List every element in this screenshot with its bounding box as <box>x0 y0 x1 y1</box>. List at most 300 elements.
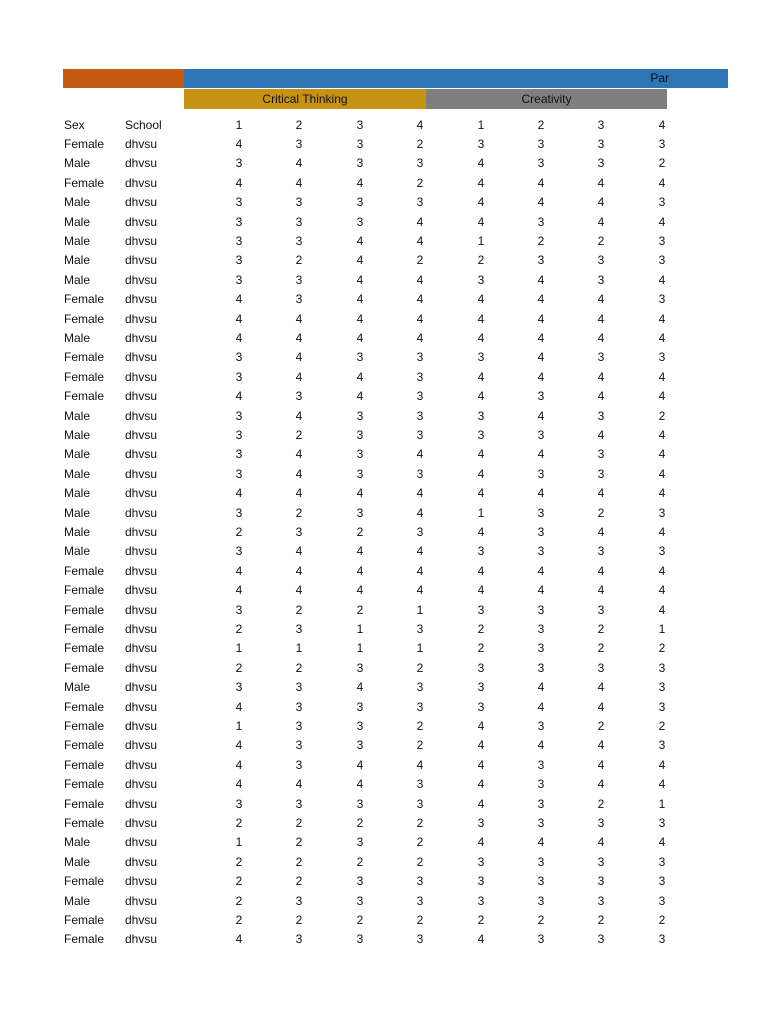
school-cell: dhvsu <box>125 350 158 365</box>
critical-thinking-score-cell: 3 <box>235 447 243 462</box>
critical-thinking-score-cell: 4 <box>356 234 364 248</box>
creativity-score-cell: 3 <box>537 874 545 889</box>
critical-thinking-score-cell: 3 <box>295 932 303 947</box>
critical-thinking-score-cell: 4 <box>416 331 424 345</box>
critical-thinking-score-cell: 3 <box>416 699 424 714</box>
school-cell: dhvsu <box>125 544 158 559</box>
creativity-score-cell: 3 <box>658 137 666 151</box>
sex-cell: Female <box>64 699 105 714</box>
critical-thinking-score-cell: 4 <box>416 447 424 462</box>
table-row <box>0 581 768 600</box>
critical-thinking-score-cell: 4 <box>356 777 364 792</box>
creativity-score-cell: 3 <box>477 350 485 365</box>
critical-thinking-score-cell: 3 <box>295 622 303 636</box>
critical-thinking-score-cell: 1 <box>235 835 243 850</box>
school-cell: dhvsu <box>125 214 158 229</box>
creativity-score-cell: 4 <box>537 175 545 190</box>
critical-thinking-score-cell: 2 <box>295 874 303 889</box>
critical-thinking-score-cell: 3 <box>416 350 424 365</box>
critical-thinking-score-cell: 3 <box>295 699 303 714</box>
critical-thinking-score-cell: 4 <box>235 311 243 326</box>
critical-thinking-score-cell: 3 <box>356 835 364 850</box>
critical-thinking-score-cell: 2 <box>235 913 243 927</box>
creativity-group-header: Creativity <box>426 89 667 109</box>
critical-thinking-score-cell: 2 <box>416 816 424 830</box>
critical-thinking-score-cell: 3 <box>295 389 303 404</box>
table-row <box>0 348 768 367</box>
critical-thinking-score-cell: 3 <box>295 292 303 307</box>
school-cell: dhvsu <box>125 408 158 423</box>
critical-thinking-score-cell: 2 <box>295 854 303 869</box>
creativity-score-cell: 3 <box>658 680 666 695</box>
school-cell: dhvsu <box>125 311 158 326</box>
critical-thinking-score-cell: 3 <box>356 350 364 365</box>
table-row <box>0 523 768 542</box>
critical-thinking-score-cell: 3 <box>295 272 303 287</box>
critical-thinking-score-cell: 1 <box>356 622 364 636</box>
school-cell: dhvsu <box>125 195 158 210</box>
creativity-score-cell: 3 <box>537 893 545 908</box>
creativity-score-cell: 4 <box>658 389 666 404</box>
creativity-score-cell: 3 <box>597 253 605 268</box>
critical-thinking-score-cell: 3 <box>235 408 243 423</box>
sex-cell: Male <box>64 156 91 171</box>
critical-thinking-score-cell: 2 <box>356 816 364 830</box>
table-row <box>0 329 768 348</box>
creativity-score-cell: 4 <box>658 447 666 462</box>
critical-thinking-score-cell: 2 <box>416 253 424 268</box>
creativity-score-cell: 4 <box>597 563 605 578</box>
creativity-score-cell: 3 <box>477 137 485 151</box>
critical-thinking-score-cell: 3 <box>416 156 424 171</box>
creativity-score-cell: 3 <box>537 389 545 404</box>
critical-thinking-score-cell: 4 <box>295 583 303 598</box>
critical-thinking-score-cell: 3 <box>356 447 364 462</box>
critical-thinking-score-cell: 3 <box>416 932 424 947</box>
sex-cell: Female <box>64 874 105 889</box>
school-cell: dhvsu <box>125 389 158 404</box>
creativity-score-cell: 3 <box>477 874 485 889</box>
critical-thinking-score-cell: 4 <box>235 563 243 578</box>
sex-cell: Male <box>64 505 91 520</box>
critical-thinking-score-cell: 4 <box>295 466 303 481</box>
school-cell: dhvsu <box>125 932 158 947</box>
critical-thinking-score-cell: 3 <box>416 874 424 889</box>
critical-thinking-score-cell: 3 <box>235 272 243 287</box>
sex-cell: Male <box>64 486 91 501</box>
creativity-score-cell: 4 <box>658 777 666 792</box>
creativity-score-cell: 3 <box>537 757 545 772</box>
sex-cell: Male <box>64 253 91 268</box>
creativity-score-cell: 2 <box>537 234 545 248</box>
orange-header-band <box>63 69 184 88</box>
critical-thinking-score-cell: 3 <box>356 719 364 733</box>
critical-thinking-score-cell: 2 <box>295 428 303 442</box>
table-row <box>0 174 768 193</box>
creativity-score-cell: 4 <box>537 369 545 384</box>
table-row <box>0 717 768 736</box>
sex-cell: Male <box>64 408 91 423</box>
critical-thinking-score-cell: 3 <box>235 505 243 520</box>
school-cell: dhvsu <box>125 680 158 695</box>
school-cell: dhvsu <box>125 253 158 268</box>
creativity-score-cell: 3 <box>658 854 666 869</box>
creativity-score-cell: 3 <box>537 156 545 171</box>
sex-cell: Female <box>64 777 105 792</box>
school-cell: dhvsu <box>125 137 158 151</box>
creativity-score-cell: 3 <box>477 816 485 830</box>
creativity-score-cell: 4 <box>477 389 485 404</box>
critical-thinking-score-cell: 3 <box>235 253 243 268</box>
creativity-score-cell: 4 <box>477 486 485 501</box>
critical-thinking-score-cell: 4 <box>295 777 303 792</box>
critical-thinking-score-cell: 1 <box>416 641 424 656</box>
creativity-score-cell: 4 <box>537 195 545 210</box>
creativity-score-cell: 4 <box>537 680 545 695</box>
critical-thinking-score-cell: 2 <box>235 660 243 675</box>
creativity-score-cell: 2 <box>537 913 545 927</box>
table-row <box>0 504 768 523</box>
table-row <box>0 407 768 426</box>
critical-thinking-score-cell: 3 <box>356 428 364 442</box>
critical-thinking-score-cell: 4 <box>416 544 424 559</box>
creativity-score-cell: 3 <box>597 137 605 151</box>
creativity-score-cell: 3 <box>597 544 605 559</box>
critical-thinking-score-cell: 3 <box>295 195 303 210</box>
sex-cell: Female <box>64 292 105 307</box>
critical-thinking-score-cell: 4 <box>235 292 243 307</box>
creativity-score-cell: 3 <box>597 350 605 365</box>
critical-thinking-score-cell: 2 <box>416 738 424 753</box>
critical-thinking-group-header: Critical Thinking <box>184 89 426 109</box>
critical-thinking-score-cell: 4 <box>416 292 424 307</box>
sex-cell: Male <box>64 428 91 442</box>
creativity-score-cell: 4 <box>597 195 605 210</box>
critical-thinking-score-cell: 3 <box>356 738 364 753</box>
table-row <box>0 620 768 639</box>
critical-thinking-score-cell: 4 <box>235 331 243 345</box>
column-header-row <box>0 116 768 135</box>
critical-thinking-score-cell: 4 <box>235 757 243 772</box>
critical-thinking-score-cell: 2 <box>295 913 303 927</box>
creativity-score-cell: 4 <box>477 583 485 598</box>
critical-thinking-score-cell: 3 <box>356 893 364 908</box>
creativity-score-cell: 2 <box>477 253 485 268</box>
creativity-score-cell: 2 <box>477 913 485 927</box>
creativity-score-cell: 3 <box>658 234 666 248</box>
critical-thinking-score-cell: 4 <box>295 544 303 559</box>
table-row <box>0 659 768 678</box>
creativity-score-cell: 3 <box>658 505 666 520</box>
table-row <box>0 426 768 445</box>
critical-thinking-score-cell: 2 <box>416 854 424 869</box>
creativity-score-cell: 3 <box>597 272 605 287</box>
creativity-score-cell: 2 <box>658 641 666 656</box>
sex-cell: Male <box>64 331 91 345</box>
creativity-score-cell: 1 <box>477 234 485 248</box>
creativity-score-cell: 2 <box>597 719 605 733</box>
creativity-score-cell: 3 <box>537 622 545 636</box>
critical-thinking-score-cell: 2 <box>416 660 424 675</box>
table-row <box>0 290 768 309</box>
school-cell: dhvsu <box>125 622 158 636</box>
table-row <box>0 775 768 794</box>
creativity-score-cell: 4 <box>537 311 545 326</box>
critical-thinking-score-cell: 3 <box>295 525 303 539</box>
creativity-score-cell: 4 <box>477 757 485 772</box>
creativity-score-cell: 3 <box>477 854 485 869</box>
table-row <box>0 154 768 173</box>
creativity-score-cell: 4 <box>658 583 666 598</box>
critical-thinking-score-cell: 3 <box>235 234 243 248</box>
table-row <box>0 698 768 717</box>
creativity-score-cell: 4 <box>477 175 485 190</box>
critical-thinking-score-cell: 4 <box>356 331 364 345</box>
table-row <box>0 251 768 270</box>
critical-thinking-score-cell: 3 <box>295 738 303 753</box>
creativity-score-cell: 3 <box>597 602 605 617</box>
table-row <box>0 310 768 329</box>
critical-thinking-score-cell: 4 <box>356 757 364 772</box>
school-cell: dhvsu <box>125 234 158 248</box>
critical-thinking-score-cell: 2 <box>235 893 243 908</box>
sex-cell: Female <box>64 602 105 617</box>
critical-thinking-score-cell: 2 <box>416 175 424 190</box>
critical-thinking-score-cell: 4 <box>235 175 243 190</box>
creativity-score-cell: 3 <box>658 893 666 908</box>
critical-thinking-score-cell: 4 <box>235 583 243 598</box>
critical-thinking-score-cell: 3 <box>295 757 303 772</box>
table-row <box>0 911 768 930</box>
creativity-score-cell: 3 <box>658 544 666 559</box>
creativity-score-cell: 3 <box>658 932 666 947</box>
creativity-score-cell: 4 <box>477 525 485 539</box>
critical-thinking-score-cell: 4 <box>416 214 424 229</box>
creativity-score-cell: 2 <box>658 408 666 423</box>
creativity-score-cell: 4 <box>477 719 485 733</box>
school-cell: dhvsu <box>125 757 158 772</box>
critical-thinking-score-cell: 4 <box>356 544 364 559</box>
critical-thinking-score-cell: 2 <box>235 874 243 889</box>
critical-thinking-score-cell: 4 <box>416 234 424 248</box>
critical-thinking-score-cell: 4 <box>416 757 424 772</box>
critical-thinking-score-cell: 3 <box>416 525 424 539</box>
creativity-score-cell: 4 <box>597 331 605 345</box>
critical-thinking-score-cell: 4 <box>356 272 364 287</box>
critical-thinking-score-cell: 3 <box>356 214 364 229</box>
critical-thinking-score-cell: 3 <box>416 389 424 404</box>
critical-thinking-score-cell: 4 <box>235 699 243 714</box>
creativity-score-cell: 4 <box>597 486 605 501</box>
critical-thinking-score-cell: 3 <box>235 602 243 617</box>
sex-cell: Male <box>64 680 91 695</box>
school-cell: dhvsu <box>125 660 158 675</box>
sex-cell: Female <box>64 389 105 404</box>
table-row <box>0 639 768 658</box>
critical-thinking-score-cell: 4 <box>235 389 243 404</box>
table-row <box>0 736 768 755</box>
critical-thinking-score-cell: 3 <box>416 777 424 792</box>
critical-thinking-score-cell: 2 <box>295 835 303 850</box>
creativity-score-cell: 3 <box>658 350 666 365</box>
creativity-score-cell: 4 <box>477 156 485 171</box>
school-cell: dhvsu <box>125 816 158 830</box>
table-row <box>0 193 768 212</box>
school-cell: dhvsu <box>125 292 158 307</box>
creativity-score-cell: 4 <box>477 932 485 947</box>
column-header: 1 <box>235 118 243 132</box>
school-cell: dhvsu <box>125 272 158 287</box>
school-cell: dhvsu <box>125 447 158 462</box>
creativity-score-cell: 3 <box>658 195 666 210</box>
creativity-score-cell: 1 <box>658 622 666 636</box>
creativity-score-cell: 4 <box>658 835 666 850</box>
critical-thinking-score-cell: 3 <box>235 214 243 229</box>
critical-thinking-score-cell: 3 <box>295 234 303 248</box>
column-header: School <box>125 118 162 132</box>
sex-cell: Male <box>64 835 91 850</box>
creativity-score-cell: 4 <box>537 738 545 753</box>
critical-thinking-score-cell: 3 <box>416 466 424 481</box>
critical-thinking-score-cell: 4 <box>295 156 303 171</box>
sex-cell: Male <box>64 447 91 462</box>
table-row <box>0 892 768 911</box>
top-band-label: Par <box>650 71 669 85</box>
critical-thinking-score-cell: 3 <box>295 680 303 695</box>
critical-thinking-score-cell: 4 <box>235 137 243 151</box>
school-cell: dhvsu <box>125 156 158 171</box>
table-row <box>0 756 768 775</box>
critical-thinking-score-cell: 4 <box>416 583 424 598</box>
creativity-score-cell: 2 <box>597 913 605 927</box>
sex-cell: Male <box>64 214 91 229</box>
table-row <box>0 872 768 891</box>
creativity-score-cell: 4 <box>597 369 605 384</box>
creativity-score-cell: 4 <box>597 777 605 792</box>
critical-thinking-score-cell: 2 <box>416 913 424 927</box>
table-row <box>0 601 768 620</box>
critical-thinking-score-cell: 4 <box>295 486 303 501</box>
creativity-score-cell: 3 <box>537 602 545 617</box>
critical-thinking-score-cell: 3 <box>235 350 243 365</box>
critical-thinking-score-cell: 3 <box>356 699 364 714</box>
creativity-score-cell: 3 <box>537 816 545 830</box>
creativity-score-cell: 3 <box>658 738 666 753</box>
critical-thinking-score-cell: 4 <box>356 563 364 578</box>
critical-thinking-score-cell: 2 <box>235 816 243 830</box>
critical-thinking-score-cell: 3 <box>295 214 303 229</box>
critical-thinking-score-cell: 2 <box>416 719 424 733</box>
column-header: 1 <box>477 118 485 132</box>
critical-thinking-score-cell: 4 <box>356 311 364 326</box>
critical-thinking-score-cell: 2 <box>416 835 424 850</box>
creativity-score-cell: 4 <box>477 331 485 345</box>
school-cell: dhvsu <box>125 719 158 733</box>
critical-thinking-score-cell: 4 <box>295 408 303 423</box>
critical-thinking-score-cell: 4 <box>295 369 303 384</box>
sex-cell: Female <box>64 311 105 326</box>
critical-thinking-score-cell: 3 <box>235 156 243 171</box>
critical-thinking-score-cell: 3 <box>416 893 424 908</box>
table-row <box>0 387 768 406</box>
sex-cell: Female <box>64 757 105 772</box>
critical-thinking-score-cell: 4 <box>416 272 424 287</box>
sex-cell: Female <box>64 622 105 636</box>
creativity-score-cell: 2 <box>477 622 485 636</box>
creativity-score-cell: 2 <box>597 505 605 520</box>
creativity-score-cell: 2 <box>597 641 605 656</box>
table-row <box>0 213 768 232</box>
sex-cell: Female <box>64 369 105 384</box>
column-header: 4 <box>416 118 424 132</box>
critical-thinking-score-cell: 2 <box>235 525 243 539</box>
creativity-score-cell: 4 <box>658 602 666 617</box>
creativity-score-cell: 3 <box>537 641 545 656</box>
critical-thinking-score-cell: 3 <box>356 408 364 423</box>
blue-header-band <box>184 69 728 88</box>
creativity-score-cell: 4 <box>658 175 666 190</box>
creativity-score-cell: 2 <box>658 719 666 733</box>
table-row <box>0 271 768 290</box>
sex-cell: Female <box>64 175 105 190</box>
creativity-score-cell: 4 <box>537 331 545 345</box>
critical-thinking-score-cell: 4 <box>416 311 424 326</box>
sex-cell: Male <box>64 272 91 287</box>
creativity-score-cell: 3 <box>597 932 605 947</box>
creativity-score-cell: 3 <box>597 447 605 462</box>
creativity-score-cell: 4 <box>597 738 605 753</box>
creativity-score-cell: 4 <box>477 466 485 481</box>
critical-thinking-score-cell: 3 <box>295 893 303 908</box>
critical-thinking-score-cell: 4 <box>416 563 424 578</box>
table-row <box>0 795 768 814</box>
creativity-score-cell: 4 <box>658 757 666 772</box>
creativity-score-cell: 4 <box>477 311 485 326</box>
creativity-score-cell: 4 <box>537 292 545 307</box>
critical-thinking-score-cell: 1 <box>235 641 243 656</box>
column-header: 4 <box>658 118 666 132</box>
creativity-score-cell: 3 <box>597 660 605 675</box>
creativity-score-cell: 3 <box>597 408 605 423</box>
table-row <box>0 833 768 852</box>
creativity-score-cell: 3 <box>537 719 545 733</box>
creativity-score-cell: 2 <box>658 913 666 927</box>
creativity-score-cell: 3 <box>477 272 485 287</box>
critical-thinking-score-cell: 3 <box>416 408 424 423</box>
critical-thinking-score-cell: 4 <box>235 738 243 753</box>
school-cell: dhvsu <box>125 369 158 384</box>
creativity-score-cell: 4 <box>658 525 666 539</box>
table-row <box>0 445 768 464</box>
creativity-score-cell: 3 <box>537 214 545 229</box>
school-cell: dhvsu <box>125 796 158 811</box>
critical-thinking-score-cell: 3 <box>356 660 364 675</box>
creativity-score-cell: 4 <box>597 699 605 714</box>
creativity-score-cell: 4 <box>477 563 485 578</box>
critical-thinking-score-cell: 3 <box>235 195 243 210</box>
table-row <box>0 232 768 251</box>
sex-cell: Male <box>64 544 91 559</box>
creativity-score-cell: 3 <box>537 525 545 539</box>
creativity-score-cell: 4 <box>537 563 545 578</box>
school-cell: dhvsu <box>125 331 158 345</box>
creativity-score-cell: 4 <box>477 738 485 753</box>
critical-thinking-score-cell: 3 <box>235 428 243 442</box>
critical-thinking-score-cell: 3 <box>416 796 424 811</box>
critical-thinking-score-cell: 3 <box>416 428 424 442</box>
critical-thinking-score-cell: 4 <box>235 486 243 501</box>
table-row <box>0 542 768 561</box>
